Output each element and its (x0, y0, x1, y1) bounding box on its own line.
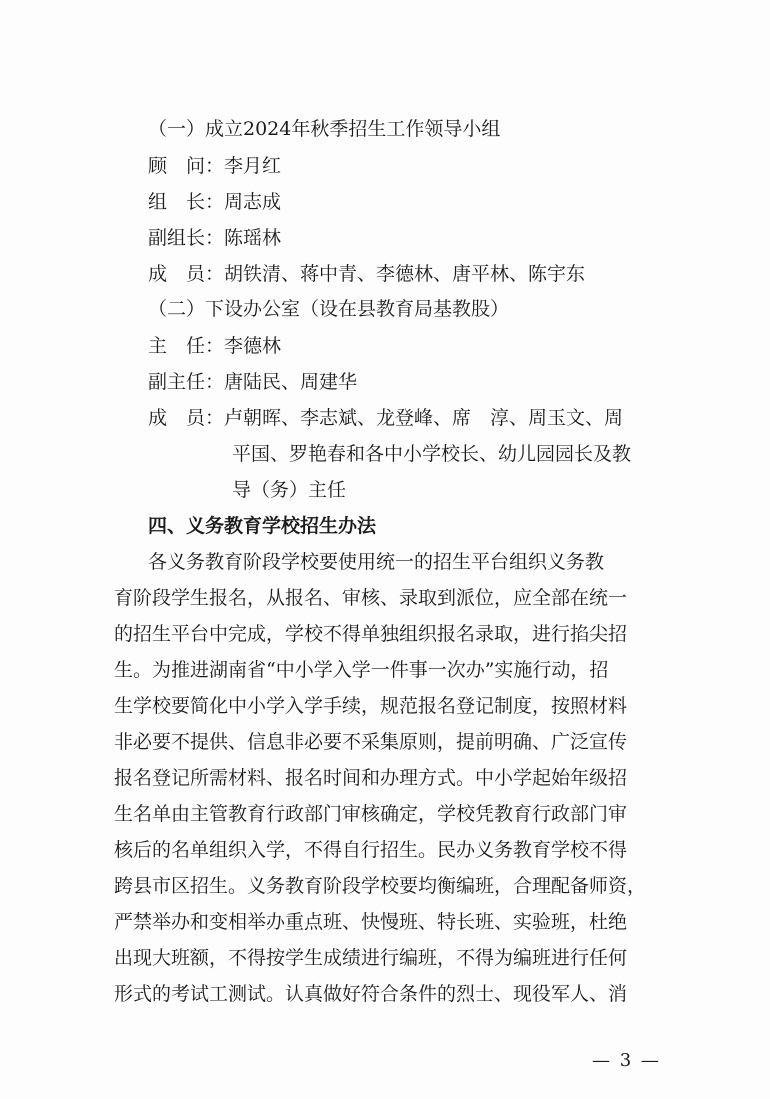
paragraph-line: 各义务教育阶段学校要使用统一的招生平台组织义务教 (148, 551, 605, 573)
paragraph-line: 严禁举办和变相举办重点班、快慢班、特长班、实验班，杜绝 (114, 911, 628, 933)
paragraph-line: 生名单由主管教育行政部门审核确定，学校凭教育行政部门审 (114, 803, 628, 825)
section-four-title: 四、义务教育学校招生办法 (148, 515, 377, 537)
member-label: 成 员 (148, 263, 206, 285)
member-value: 唐陆民、周建华 (224, 371, 358, 393)
member-value: 胡铁清、蒋中青、李德林、唐平林、陈宇东 (224, 263, 586, 285)
paragraph-line: 的招生平台中完成，学校不得单独组织报名录取，进行掐尖招 (114, 623, 628, 645)
member-row-leader: 组 长：周志成 (148, 191, 282, 213)
office-row-deputy-director: 副主任：唐陆民、周建华 (148, 371, 358, 393)
member-label: 顾 问 (148, 155, 206, 177)
paragraph-line: 报名登记所需材料、报名时间和办理方式。中小学起始年级招 (114, 767, 628, 789)
member-value: 陈瑶林 (224, 227, 282, 249)
member-value: 李德林 (224, 335, 282, 357)
page-number: — 3 — (592, 1050, 661, 1071)
member-row-advisor: 顾 问：李月红 (148, 155, 282, 177)
member-value: 李月红 (224, 155, 282, 177)
member-value: 周志成 (224, 191, 282, 213)
paragraph-line: 形式的考试工测试。认真做好符合条件的烈士、现役军人、消 (114, 983, 628, 1005)
member-label: 副组长 (148, 227, 206, 249)
staff-line: 平国、罗艳春和各中小学校长、幼儿园园长及教 (232, 443, 632, 465)
paragraph-line: 核后的名单组织入学，不得自行招生。民办义务教育学校不得 (114, 839, 628, 861)
member-label: 副主任 (148, 371, 206, 393)
paragraph-line: 生。为推进湖南省“中小学入学一件事一次办”实施行动，招 (114, 659, 609, 681)
member-label: 组 长 (148, 191, 206, 213)
member-row-members: 成 员：胡铁清、蒋中青、李德林、唐平林、陈宇东 (148, 263, 586, 285)
member-row-deputy-leader: 副组长：陈瑶林 (148, 227, 282, 249)
member-label: 主 任 (148, 335, 206, 357)
member-label: 成 员 (148, 407, 206, 429)
paragraph-line: 跨县市区招生。义务教育阶段学校要均衡编班，合理配备师资， (114, 875, 647, 897)
paragraph-line: 非必要不提供、信息非必要不采集原则，提前明确、广泛宣传 (114, 731, 628, 753)
paragraph-line: 育阶段学生报名，从报名、审核、录取到派位，应全部在统一 (114, 587, 628, 609)
section-two-title: （二）下设办公室（设在县教育局基教股） (148, 298, 510, 320)
paragraph-line: 出现大班额，不得按学生成绩进行编班，不得为编班进行任何 (114, 947, 628, 969)
office-row-director: 主 任：李德林 (148, 335, 282, 357)
section-one-title: （一）成立2024年秋季招生工作领导小组 (148, 118, 501, 140)
staff-line: 导（务）主任 (232, 479, 347, 501)
staff-line: 卢朝晖、李志斌、龙登峰、席 淳、周玉文、周 (224, 407, 624, 429)
paragraph-line: 生学校要简化中小学入学手续，规范报名登记制度，按照材料 (114, 695, 628, 717)
office-row-staff: 成 员：卢朝晖、李志斌、龙登峰、席 淳、周玉文、周 (148, 407, 624, 429)
